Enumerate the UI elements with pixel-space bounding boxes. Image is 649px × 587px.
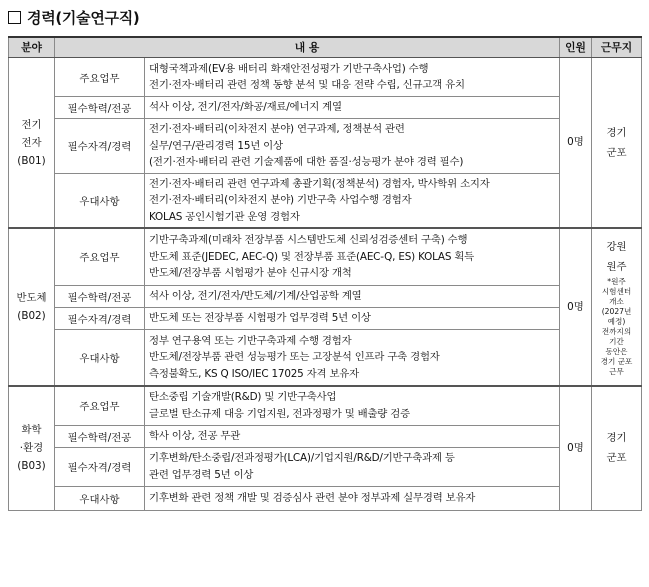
content-cell bbox=[145, 97, 560, 119]
field-cell bbox=[9, 386, 55, 510]
content-cell bbox=[145, 447, 560, 486]
field-cell bbox=[9, 58, 55, 229]
location-label: 군포 bbox=[606, 452, 627, 465]
content-line: 관련 업무경력 5년 이상 bbox=[149, 468, 254, 481]
location-note: 근무 bbox=[609, 367, 624, 376]
content-line: 실무/연구/관리경력 15년 이상 bbox=[149, 139, 283, 152]
content-line: 기후변화 관련 정책 개발 및 검증심사 관련 분야 정부과제 실무경력 보유자 bbox=[149, 491, 476, 504]
location-note: 기간 bbox=[609, 337, 624, 346]
table-row bbox=[9, 329, 642, 386]
location-label: 강원 bbox=[606, 241, 627, 253]
table-row bbox=[9, 285, 642, 307]
field-label: 전기 bbox=[21, 118, 42, 131]
location-note: *원주 bbox=[607, 277, 626, 286]
field-cell bbox=[9, 228, 55, 386]
category-cell: 우대사항 bbox=[55, 329, 145, 386]
content-line: 전기·전자·배터리(이차전지 분야) 기반구축 사업수행 경험자 bbox=[149, 194, 412, 206]
content-cell bbox=[145, 425, 560, 447]
positions-table bbox=[8, 36, 642, 511]
header-location: 근무지 bbox=[592, 37, 642, 58]
checkbox-icon bbox=[8, 11, 21, 24]
location-cell bbox=[592, 228, 642, 386]
content-cell bbox=[145, 119, 560, 174]
content-line: 정부 연구용역 또는 기반구축과제 수행 경험자 bbox=[149, 334, 352, 347]
content-cell bbox=[145, 486, 560, 510]
content-line: 글로벌 탄소규제 대응 기업지원, 전과정평가 및 배출량 검증 bbox=[149, 407, 410, 420]
header-staff: 인원 bbox=[560, 37, 592, 58]
table-row bbox=[9, 386, 642, 425]
field-label: (B02) bbox=[17, 310, 46, 322]
content-line: 탄소중립 기술개발(R&D) 및 기반구축사업 bbox=[149, 391, 337, 404]
staff-count: 0명 bbox=[560, 58, 592, 229]
category-cell: 필수자격/경력 bbox=[55, 307, 145, 329]
content-cell bbox=[145, 329, 560, 386]
section-title bbox=[8, 5, 139, 29]
content-line: 반도체/전장부품 관련 성능평가 또는 고장분석 인프라 구축 경험자 bbox=[149, 351, 440, 363]
category-cell: 필수학력/전공 bbox=[55, 425, 145, 447]
content-line: 반도체 또는 전장부품 시험평가 업무경력 5년 이상 bbox=[149, 311, 371, 324]
table-row bbox=[9, 97, 642, 119]
header-content: 내 용 bbox=[55, 37, 560, 58]
content-cell bbox=[145, 285, 560, 307]
category-cell: 우대사항 bbox=[55, 486, 145, 510]
content-line: 반도체 표준(JEDEC, AEC-Q) 및 전장부품 표준(AEC-Q, ES) KOLAS 획득 bbox=[149, 250, 475, 263]
location-label: 원주 bbox=[606, 261, 627, 273]
table-row bbox=[9, 173, 642, 228]
category-cell: 필수자격/경력 bbox=[55, 447, 145, 486]
category-cell: 필수학력/전공 bbox=[55, 97, 145, 119]
table-row bbox=[9, 119, 642, 174]
content-line: 석사 이상, 전기/전자/반도체/기계/산업공학 계열 bbox=[149, 289, 362, 302]
content-cell bbox=[145, 386, 560, 425]
content-cell bbox=[145, 307, 560, 329]
table-row bbox=[9, 58, 642, 97]
content-line: KOLAS 공인시험기관 운영 경험자 bbox=[149, 210, 300, 223]
content-cell bbox=[145, 228, 560, 285]
content-line: 전기·전자·배터리 관련 정책 동향 분석 및 대응 전략 수립, 신규고객 유치 bbox=[149, 79, 465, 91]
content-cell bbox=[145, 58, 560, 97]
content-line: 학사 이상, 전공 무관 bbox=[149, 429, 241, 442]
location-cell bbox=[592, 386, 642, 510]
content-line: 기후변화/탄소중립/전과정평가(LCA)/기업지원/R&D/기반구축과제 등 bbox=[149, 452, 455, 464]
category-cell: 우대사항 bbox=[55, 173, 145, 228]
table-row bbox=[9, 447, 642, 486]
section-title-text: 경력(기술연구직) bbox=[27, 8, 140, 27]
table-row bbox=[9, 425, 642, 447]
field-label: 반도체 bbox=[16, 292, 47, 304]
content-line: 대형국책과제(EV용 배터리 화재안전성평가 기반구축사업) 수행 bbox=[149, 62, 429, 75]
location-label: 경기 bbox=[606, 432, 627, 445]
content-line: 기반구축과제(미래차 전장부품 시스템반도체 신뢰성검증센터 구축) 수행 bbox=[149, 234, 468, 246]
location-note: 개소 bbox=[609, 297, 624, 306]
table-header-row bbox=[9, 37, 642, 58]
content-line: 측정불확도, KS Q ISO/IEC 17025 자격 보유자 bbox=[149, 367, 359, 380]
category-cell: 필수학력/전공 bbox=[55, 285, 145, 307]
table-body bbox=[9, 58, 642, 511]
table-row bbox=[9, 486, 642, 510]
location-label: 군포 bbox=[606, 146, 627, 159]
category-cell: 주요업무 bbox=[55, 386, 145, 425]
field-label: (B01) bbox=[17, 154, 46, 167]
field-label: ·환경 bbox=[19, 442, 44, 455]
staff-count: 0명 bbox=[560, 386, 592, 510]
location-note: 예정) bbox=[607, 317, 626, 326]
location-note: 시험센터 bbox=[601, 287, 632, 296]
location-note: (2027년 bbox=[601, 307, 632, 316]
location-note: 동안은 bbox=[605, 347, 628, 356]
location-label: 경기 bbox=[606, 126, 627, 139]
content-line: 반도체/전장부품 시험평가 분야 신규시장 개척 bbox=[149, 267, 352, 279]
content-line: 석사 이상, 전기/전자/화공/재료/에너지 계열 bbox=[149, 101, 342, 114]
location-cell bbox=[592, 58, 642, 229]
content-line: (전기·전자·배터리 관련 기술제품에 대한 품질·성능평가 분야 경력 필수) bbox=[149, 156, 464, 168]
location-note: 경기 군포 bbox=[600, 357, 633, 366]
field-label: (B03) bbox=[17, 460, 46, 473]
location-note: 전까지의 bbox=[601, 327, 632, 336]
content-line: 전기·전자·배터리(이차전지 분야) 연구과제, 정책분석 관련 bbox=[149, 123, 405, 135]
field-label: 전자 bbox=[21, 136, 42, 149]
content-cell bbox=[145, 173, 560, 228]
header-field: 분야 bbox=[9, 37, 55, 58]
table-row bbox=[9, 307, 642, 329]
category-cell: 주요업무 bbox=[55, 58, 145, 97]
table-row bbox=[9, 228, 642, 285]
staff-count: 0명 bbox=[560, 228, 592, 386]
field-label: 화학 bbox=[21, 424, 42, 437]
content-line: 전기·전자·배터리 관련 연구과제 총괄기획(정책분석) 경험자, 박사학위 소지자 bbox=[149, 177, 490, 190]
category-cell: 주요업무 bbox=[55, 228, 145, 285]
category-cell: 필수자격/경력 bbox=[55, 119, 145, 174]
